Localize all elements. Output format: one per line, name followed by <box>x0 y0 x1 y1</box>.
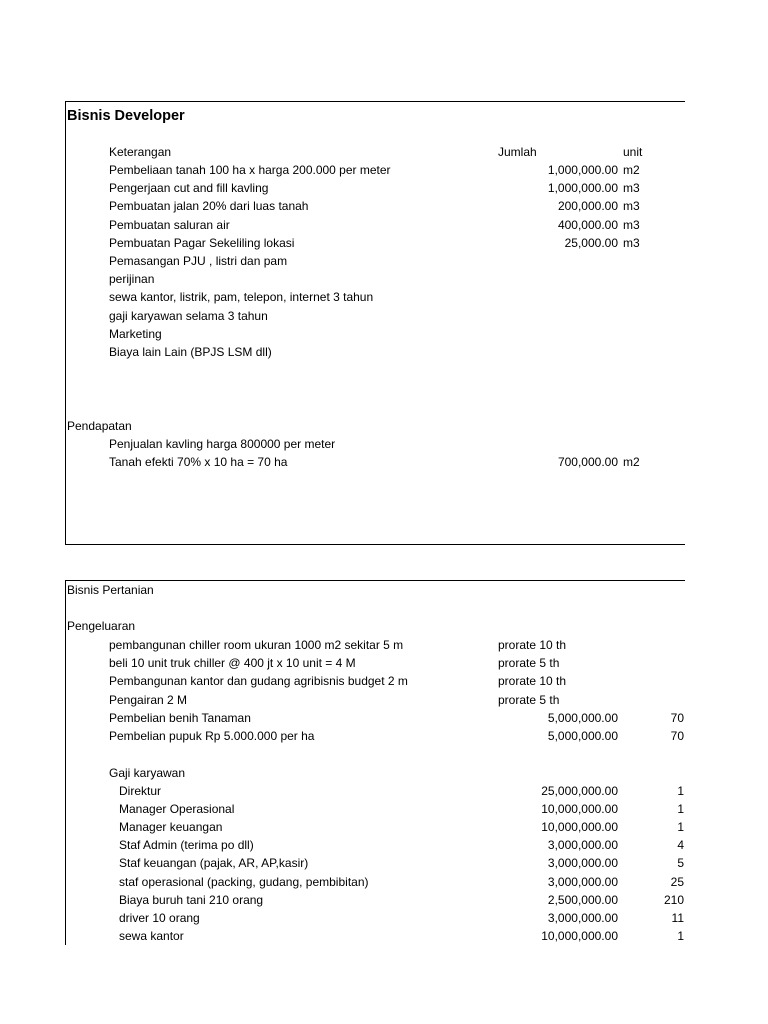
pertanian-item-row <box>66 654 685 672</box>
item-quantity: 70 <box>670 710 684 725</box>
item-description: Pembeliaan tanah 100 ha x harga 200.000 per meter <box>109 163 391 177</box>
salary-label-row <box>66 764 685 782</box>
item-description: beli 10 unit truk chiller @ 400 jt x 10 unit = 4 M <box>109 656 356 671</box>
header-keterangan: Keterangan <box>109 145 172 159</box>
salary-row <box>66 873 685 891</box>
developer-item-row <box>66 161 685 179</box>
item-description: Pembuatan jalan 20% dari luas tanah <box>109 199 309 214</box>
pertanian-item-row <box>66 672 685 690</box>
header-jumlah: Jumlah <box>498 145 537 159</box>
salary-description: Staf keuangan (pajak, AR, AP,kasir) <box>119 856 309 871</box>
salary-amount: 10,000,000.00 <box>541 802 618 817</box>
item-quantity: 70 <box>670 729 684 743</box>
item-amount: 5,000,000.00 <box>547 710 618 725</box>
salary-quantity: 1 <box>677 784 684 798</box>
item-unit: m2 <box>623 163 640 177</box>
developer-item-row <box>66 343 685 361</box>
item-description: perijinan <box>109 272 155 287</box>
item-description: Pembangunan kantor dan gudang agribisnis budget 2 m <box>109 674 408 689</box>
salary-amount: 10,000,000.00 <box>541 928 618 943</box>
salary-row <box>66 836 685 854</box>
salary-amount: 3,000,000.00 <box>547 838 618 853</box>
developer-item-row <box>66 216 685 234</box>
item-amount: 1,000,000.00 <box>547 181 618 196</box>
income-unit: m2 <box>623 455 640 469</box>
salary-row <box>66 854 685 872</box>
salary-description: staf operasional (packing, gudang, pembibitan) <box>119 874 369 889</box>
income-label: Pendapatan <box>67 419 132 433</box>
salary-amount: 3,000,000.00 <box>547 856 618 871</box>
salary-row <box>66 927 685 945</box>
item-prorate-note: prorate 5 th <box>498 692 560 707</box>
developer-section <box>65 101 685 545</box>
item-unit: m3 <box>623 181 640 196</box>
salary-description: Staf Admin (terima po dll) <box>119 838 254 853</box>
developer-header-row <box>66 143 685 161</box>
item-amount: 25,000.00 <box>564 235 618 250</box>
pertanian-title: Bisnis Pertanian <box>67 583 154 597</box>
developer-title-row <box>66 106 685 126</box>
pengeluaran-row <box>66 617 685 635</box>
income-item-row <box>66 453 685 471</box>
salary-amount: 3,000,000.00 <box>547 874 618 889</box>
salary-row <box>66 909 685 927</box>
salary-quantity: 5 <box>677 856 684 871</box>
item-description: sewa kantor, listrik, pam, telepon, internet 3 tahun <box>109 290 374 305</box>
salary-quantity: 1 <box>677 928 684 943</box>
item-description: pembangunan chiller room ukuran 1000 m2 sekitar 5 m <box>109 638 404 652</box>
developer-item-row <box>66 179 685 197</box>
salary-row <box>66 800 685 818</box>
developer-item-row <box>66 288 685 306</box>
item-description: Pengerjaan cut and fill kavling <box>109 181 269 196</box>
salary-quantity: 25 <box>670 874 684 889</box>
pertanian-item-row <box>66 727 685 745</box>
salary-description: driver 10 orang <box>119 910 200 925</box>
item-unit: m3 <box>623 217 640 232</box>
item-description: Pengairan 2 M <box>109 692 188 707</box>
developer-item-row <box>66 234 685 252</box>
item-prorate-note: prorate 10 th <box>498 674 567 689</box>
salary-label: Gaji karyawan <box>109 766 186 780</box>
salary-quantity: 210 <box>663 892 684 907</box>
developer-item-row <box>66 197 685 215</box>
developer-item-row <box>66 270 685 288</box>
salary-quantity: 4 <box>677 838 684 853</box>
income-description: Penjualan kavling harga 800000 per meter <box>109 437 336 451</box>
item-prorate-note: prorate 5 th <box>498 656 560 671</box>
salary-amount: 3,000,000.00 <box>547 910 618 925</box>
salary-description: Manager keuangan <box>119 820 223 835</box>
salary-description: sewa kantor <box>119 928 184 943</box>
salary-row <box>66 818 685 836</box>
salary-quantity: 1 <box>677 802 684 817</box>
item-amount: 5,000,000.00 <box>547 729 618 743</box>
salary-amount: 10,000,000.00 <box>541 820 618 835</box>
item-description: Pemasangan PJU , listri dan pam <box>109 254 288 268</box>
item-description: gaji karyawan selama 3 tahun <box>109 308 268 323</box>
header-unit: unit <box>623 145 643 159</box>
income-label-row <box>66 417 685 435</box>
item-amount: 200,000.00 <box>557 199 618 214</box>
item-description: Pembelian benih Tanaman <box>109 710 251 725</box>
salary-row <box>66 891 685 909</box>
salary-row <box>66 782 685 800</box>
salary-description: Manager Operasional <box>119 802 235 817</box>
pertanian-title-row <box>66 581 685 599</box>
salary-quantity: 1 <box>677 820 684 835</box>
pertanian-item-row <box>66 636 685 654</box>
item-unit: m3 <box>623 235 640 250</box>
item-amount: 1,000,000.00 <box>547 163 618 177</box>
pertanian-item-row <box>66 709 685 727</box>
item-prorate-note: prorate 10 th <box>498 638 567 652</box>
item-description: Pembelian pupuk Rp 5.000.000 per ha <box>109 729 315 743</box>
pertanian-section <box>65 580 685 945</box>
pengeluaran-label: Pengeluaran <box>67 619 136 633</box>
developer-title: Bisnis Developer <box>67 108 185 124</box>
income-amount: 700,000.00 <box>557 455 618 469</box>
developer-item-row <box>66 325 685 343</box>
salary-description: Direktur <box>119 784 162 798</box>
income-description: Tanah efekti 70% x 10 ha = 70 ha <box>109 455 288 469</box>
item-description: Biaya lain Lain (BPJS LSM dll) <box>109 345 272 359</box>
salary-amount: 25,000,000.00 <box>541 784 618 798</box>
item-description: Pembuatan saluran air <box>109 217 230 232</box>
item-amount: 400,000.00 <box>557 217 618 232</box>
item-description: Marketing <box>109 326 162 341</box>
developer-item-row <box>66 307 685 325</box>
developer-item-row <box>66 252 685 270</box>
item-description: Pembuatan Pagar Sekeliling lokasi <box>109 235 295 250</box>
pertanian-item-row <box>66 691 685 709</box>
salary-description: Biaya buruh tani 210 orang <box>119 892 264 907</box>
income-item-row <box>66 435 685 453</box>
salary-amount: 2,500,000.00 <box>547 892 618 907</box>
item-unit: m3 <box>623 199 640 214</box>
salary-quantity: 11 <box>671 910 684 925</box>
